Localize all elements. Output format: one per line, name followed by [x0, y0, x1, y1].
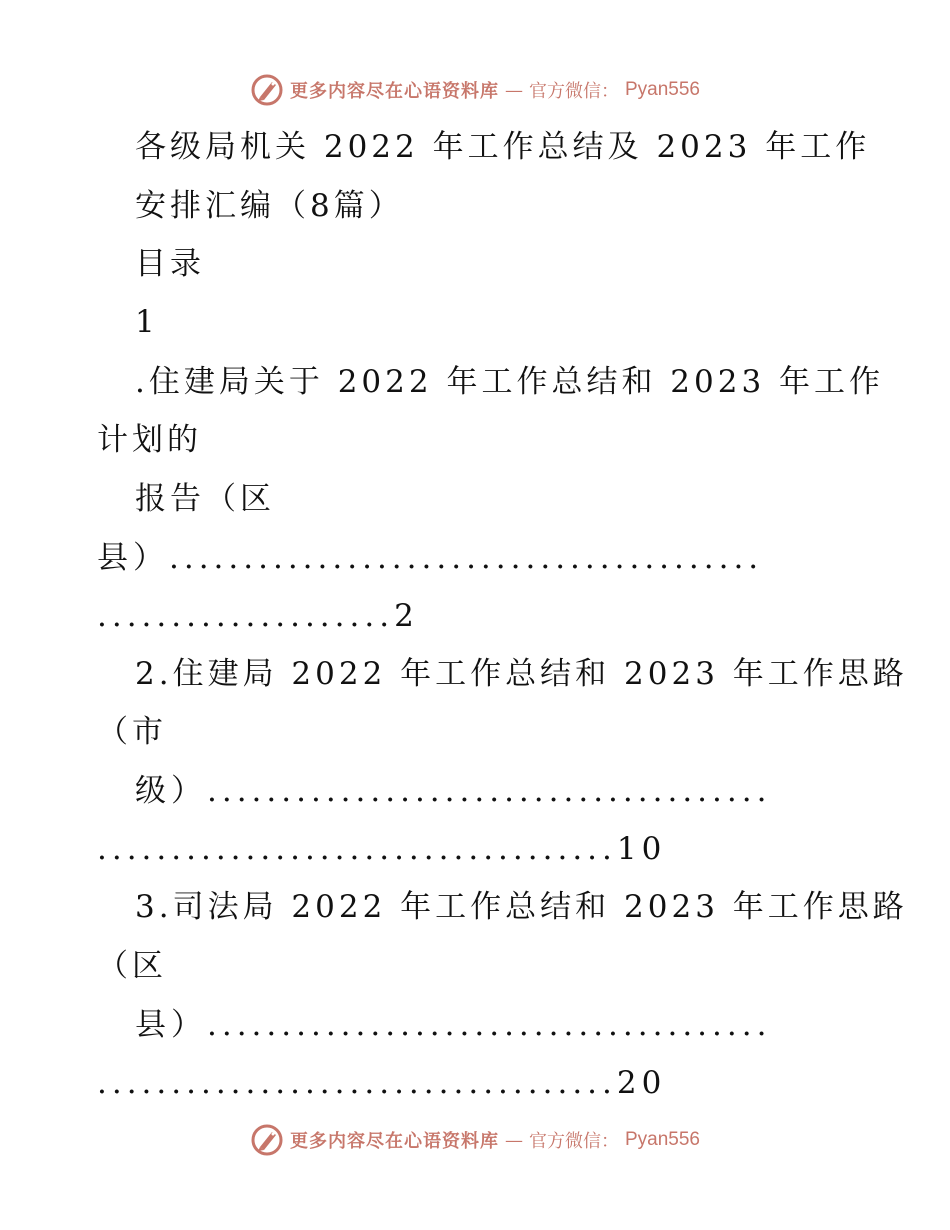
toc-entry-3-leader-2[interactable]: ...................................20	[97, 1065, 667, 1101]
banner-separator: —	[504, 1129, 523, 1151]
banner-wechat-id: Pyan556	[624, 79, 700, 100]
toc-entry-1-line-1[interactable]: .住建局关于 2022 年工作总结和 2023 年工作	[135, 364, 885, 400]
toc-entry-2-leader-1[interactable]: 级）......................................	[135, 773, 772, 809]
toc-entry-3-line-2[interactable]: （区	[97, 948, 167, 984]
banner-wechat-label: 官方微信：	[528, 1131, 619, 1152]
document-title-line-2: 安排汇编（8篇）	[135, 188, 404, 224]
toc-entry-1-number: 1	[135, 304, 159, 340]
banner-title: 更多内容尽在心语资料库	[289, 1131, 499, 1152]
pen-nib-logo-icon	[250, 73, 284, 107]
banner-title: 更多内容尽在心语资料库	[289, 81, 499, 102]
toc-entry-3-leader-1[interactable]: 县）......................................	[135, 1007, 772, 1043]
banner-wechat-id: Pyan556	[624, 1129, 700, 1150]
header-watermark-banner	[0, 70, 950, 110]
banner-wechat-label: 官方微信：	[528, 81, 619, 102]
toc-entry-1-leader-1[interactable]: 县）........................................	[97, 540, 764, 576]
footer-watermark-banner	[0, 1120, 950, 1160]
toc-entry-1-leader-2[interactable]: ....................2	[97, 598, 419, 634]
toc-entry-2-leader-2[interactable]: ...................................10	[97, 831, 667, 867]
toc-entry-2-line-1[interactable]: 2.住建局 2022 年工作总结和 2023 年工作思路	[135, 656, 908, 692]
toc-entry-3-line-1[interactable]: 3.司法局 2022 年工作总结和 2023 年工作思路	[135, 889, 908, 925]
toc-entry-2-line-2[interactable]: （市	[97, 714, 167, 750]
toc-entry-1-line-2[interactable]: 计划的	[97, 422, 202, 458]
toc-entry-1-line-3[interactable]: 报告（区	[135, 481, 275, 517]
document-title-line-1: 各级局机关 2022 年工作总结及 2023 年工作	[135, 129, 871, 165]
toc-heading: 目录	[135, 246, 205, 282]
pen-nib-logo-icon	[250, 1123, 284, 1157]
banner-separator: —	[504, 79, 523, 101]
